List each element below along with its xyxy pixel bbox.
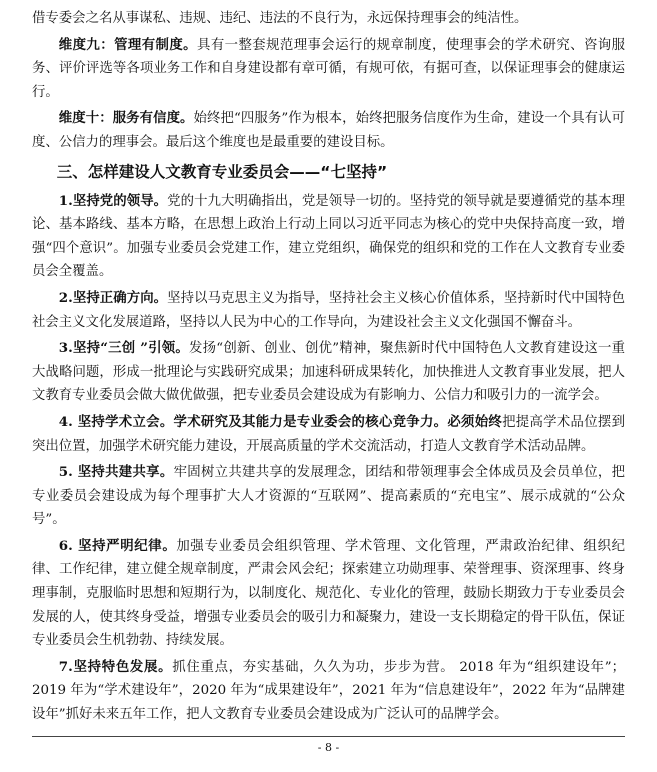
dimension-nine-text: 具有一整套规范理事会运行的规章制度，使理事会的学术研究、咨询服务、评价评选等各项业务工作和自身建设都有章可循，有规可依，有据可查，以保证理事会的健康运行。 xyxy=(32,37,625,100)
item-title: 2.坚持正确方向。 xyxy=(58,289,168,306)
item-text: 发扬“创新、创业、创优”精神，聚焦新时代中国特色人文教育建设这一重大战略问题，形成一批理论与实践研究成果；加速科研成果转化，加快推进人文教育事业发展，把人文教育专业委员会做大做优做强，把专业委员会建设成为有影响力、公信力和吸引力的一流学会。 xyxy=(32,341,625,404)
section-heading: 三、怎样建设人文教育专业委员会——“七坚持” xyxy=(56,162,388,181)
dimension-ten-title: 维度十：服务有信度。 xyxy=(58,110,194,127)
footer-divider xyxy=(32,736,625,737)
item-title: 3.坚持“三创 ”引领。 xyxy=(58,340,190,357)
item-title: 6. 坚持严明纪律。 xyxy=(58,537,177,554)
item-6 xyxy=(32,535,625,653)
item-text: 把提高学术品位摆到突出位置，加强学术研究能力建设，开展高质量的学术交流活动，打造人文教育学术活动品牌。 xyxy=(32,414,626,454)
item-text: 党的十九大明确指出，党是领导一切的。坚持党的领导就是要遵循党的基本理论、基本路线、基本方略，在思想上政治上行动上同以习近平同志为核心的党中央保持高度一致，增强“四个意识”。加强专业委员会党建工作，建立党组织，确保党的组织和党的工作在人文教育专业委员会全覆盖。 xyxy=(32,193,625,280)
page-number: - 8 - xyxy=(317,741,340,754)
item-2 xyxy=(32,287,625,334)
item-title: 4. 坚持学术立会。学术研究及其能力是专业委会的核心竞争力。必须始终 xyxy=(58,413,503,430)
item-3 xyxy=(32,337,625,408)
lead-paragraph: 借专委会之名从事谋私、违规、违纪、违法的不良行为，永远保持理事会的纯洁性。 xyxy=(32,11,528,26)
item-1 xyxy=(32,190,625,284)
item-title: 5. 坚持共建共享。 xyxy=(58,464,174,481)
item-text: 牢固树立共建共享的发展理念，团结和带领理事会全体成员及会员单位，把专业委员会建设成为每个理事扩大人才资源的“互联网”、提高素质的“充电宝”、展示成就的“公众号”。 xyxy=(32,465,626,528)
item-text: 加强专业委员会组织管理、学术管理、文化管理，严肃政治纪律、组织纪律、工作纪律，建立健全规章制度，严肃会风会纪；探索建立功勋理事、荣誉理事、资深理事、终身理事制，克服临时思想和短期行为，以制度化、规范化、专业化的管理，鼓励长期致力于专业委员会发展的人，使其终身受益，增强专业委员会的吸引力和凝聚力，建设一支长期稳定的骨干队伍，保证专业委员会生机勃勃、持续发展。 xyxy=(32,538,626,649)
item-5 xyxy=(32,461,625,532)
dimension-ten xyxy=(32,107,625,154)
item-text: 抓住重点，夯实基础，久久为功，步步为营。 2018 年为“组织建设年”；2019 年为“学术建设年”，2020 年为“成果建设年”，2021 年为“信息建设年”，2022 年为“品牌建设年”抓好未来五年工作，把人文教育专业委员会建设成为广泛认可的品牌学会。 xyxy=(32,659,625,723)
dimension-nine-title: 维度九：管理有制度。 xyxy=(58,36,197,53)
dimension-ten-text: 始终把“四服务”作为根本，始终把服务信度作为生命，建设一个具有认可度、公信力的理事会。最后这个维度也是最重要的建设目标。 xyxy=(32,111,626,150)
item-title: 1.坚持党的领导。 xyxy=(58,192,168,209)
dimension-nine xyxy=(32,34,625,105)
item-title: 7.坚持特色发展。 xyxy=(58,658,173,675)
item-4 xyxy=(32,411,625,458)
item-7 xyxy=(32,656,625,727)
item-text: 坚持以马克思主义为指导，坚持社会主义核心价值体系，坚持新时代中国特色社会主义文化发展道路，坚持以人民为中心的工作导向，为建设社会主义文化强国不懈奋斗。 xyxy=(32,290,625,330)
